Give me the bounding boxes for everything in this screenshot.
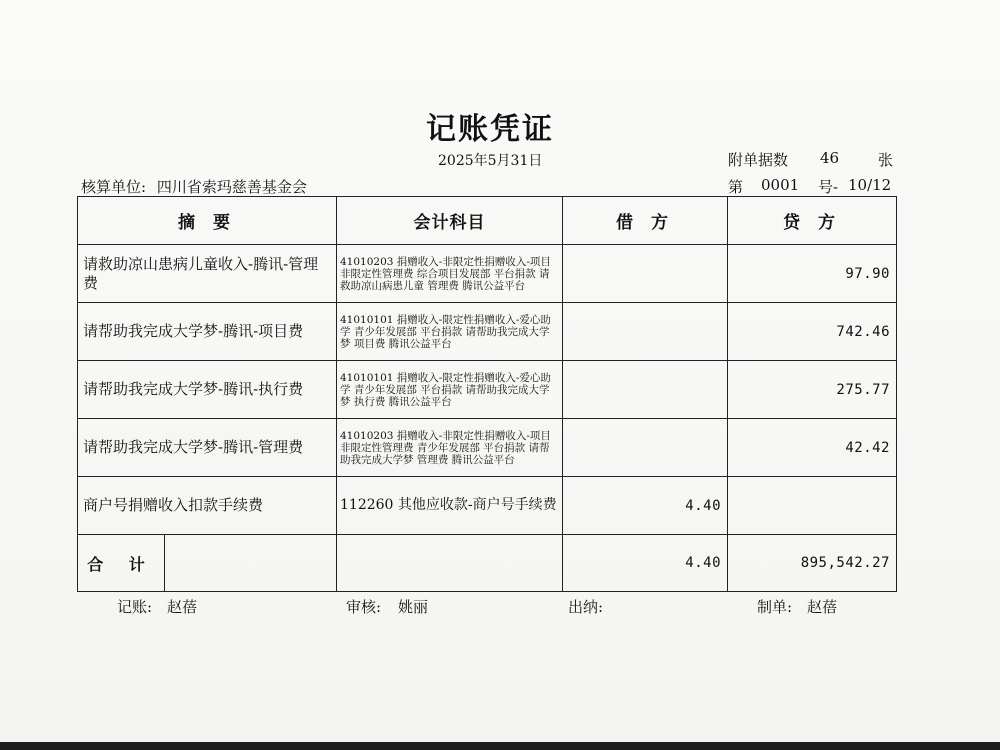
row-summary: 请帮助我完成大学梦-腾讯-项目费 [78,303,337,361]
row-credit: 742.46 [728,303,897,361]
voucher-prefix: 第 [728,178,744,196]
attachment-label: 附单据数 [728,151,789,169]
auditor-name: 姚丽 [398,598,429,616]
row-credit: 97.90 [728,245,897,303]
header-debit: 借 方 [563,197,728,245]
voucher-number-value: 0001 [761,176,800,194]
header-summary: 摘 要 [78,197,337,245]
total-label-text: 合 计 [78,535,165,591]
table-row [78,245,897,303]
table-row [78,419,897,477]
accounting-unit-label: 核算单位: [81,178,147,196]
voucher-title: 记账凭证 [426,112,554,147]
row-debit [563,303,728,361]
total-account-blank [337,535,563,592]
accounting-unit [81,176,307,197]
voucher-page: 10/12 [848,176,892,194]
attachment-number: 46 [820,149,840,167]
row-summary: 商户号捐赠收入扣款手续费 [78,477,337,535]
total-credit: 895,542.27 [728,535,897,592]
row-debit [563,361,728,419]
row-summary: 请救助凉山患病儿童收入-腾讯-管理费 [78,245,337,303]
cashier-label: 出纳: [568,598,604,616]
row-credit: 275.77 [728,361,897,419]
row-summary: 请帮助我完成大学梦-腾讯-执行费 [78,361,337,419]
total-row [78,535,897,592]
bookkeeper-name: 赵蓓 [167,598,198,616]
voucher-table [77,196,897,592]
auditor-label: 审核: [346,598,382,616]
table-row [78,477,897,535]
table-row [78,361,897,419]
bookkeeper-label: 记账: [117,598,153,616]
row-debit [563,419,728,477]
header-account: 会计科目 [337,197,563,245]
table-row [78,303,897,361]
header-credit: 贷 方 [728,197,897,245]
total-debit: 4.40 [563,535,728,592]
total-label [78,535,337,592]
row-account: 41010203 捐赠收入-非限定性捐赠收入-项目非限定性管理费 综合项目发展部 平台捐款 请救助凉山病患儿童 管理费 腾讯公益平台 [337,245,563,303]
accounting-unit-name: 四川省索玛慈善基金会 [156,178,307,196]
row-credit: 42.42 [728,419,897,477]
row-account: 41010203 捐赠收入-非限定性捐赠收入-项目非限定性管理费 青少年发展部 平台捐款 请帮助我完成大学梦 管理费 腾讯公益平台 [337,419,563,477]
scan-bottom-edge [0,742,1000,750]
table-header [78,197,897,245]
row-account: 112260 其他应收款-商户号手续费 [337,477,563,535]
row-debit: 4.40 [563,477,728,535]
row-credit [728,477,897,535]
row-account: 41010101 捐赠收入-限定性捐赠收入-爱心助学 青少年发展部 平台捐款 请帮助我完成大学梦 项目费 腾讯公益平台 [337,303,563,361]
voucher-date: 2025年5月31日 [438,153,543,169]
row-account: 41010101 捐赠收入-限定性捐赠收入-爱心助学 青少年发展部 平台捐款 请帮助我完成大学梦 执行费 腾讯公益平台 [337,361,563,419]
preparer-name: 赵蓓 [807,598,838,616]
row-debit [563,245,728,303]
preparer-label: 制单: [757,598,793,616]
voucher-suffix: 号- [818,178,839,196]
row-summary: 请帮助我完成大学梦-腾讯-管理费 [78,419,337,477]
attachment-unit: 张 [878,151,894,169]
